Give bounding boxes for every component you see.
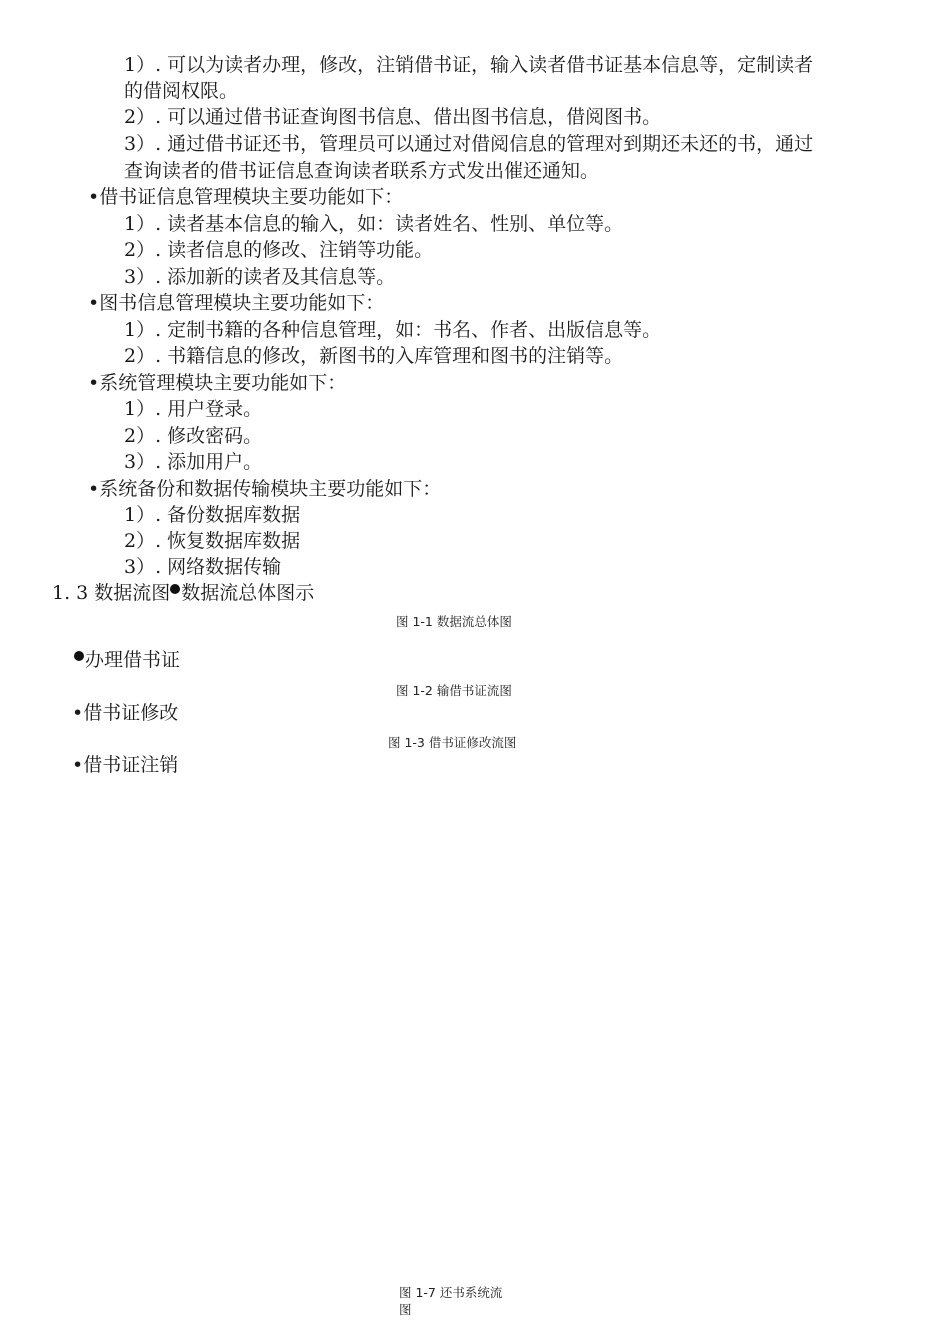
figure-caption: 图 1-1 数据流总体图 — [396, 614, 512, 629]
paragraph-line: 3）. 通过借书证还书，管理员可以通过对借阅信息的管理对到期还未还的书，通过 — [124, 133, 814, 155]
module-heading: •借书证信息管理模块主要功能如下： — [88, 186, 404, 208]
section-subheading: 数据流总体图示 — [181, 582, 315, 604]
bullet-icon — [170, 584, 180, 594]
section-number-title: 1. 3 数据流图 — [52, 582, 171, 604]
subsection-label: 办理借书证 — [85, 649, 181, 671]
module-heading: •图书信息管理模块主要功能如下： — [88, 292, 385, 314]
module-heading: •系统管理模块主要功能如下： — [88, 372, 347, 394]
list-item: 1）. 读者基本信息的输入，如：读者姓名、性别、单位等。 — [124, 213, 624, 235]
list-item: 1）. 定制书籍的各种信息管理，如：书名、作者、出版信息等。 — [124, 319, 662, 341]
figure-caption: 图 1-3 借书证修改流图 — [388, 735, 517, 750]
subsection-heading: •借书证修改 — [72, 702, 179, 724]
list-item: 1）. 用户登录。 — [124, 398, 263, 420]
figure-caption: 图 1-2 输借书证流图 — [396, 683, 512, 698]
paragraph-line: 查询读者的借书证信息查询读者联系方式发出催还通知。 — [124, 160, 600, 182]
section-heading — [52, 580, 314, 606]
bullet-icon — [74, 651, 84, 661]
subsection-heading: •借书证注销 — [72, 754, 179, 776]
subsection-heading — [74, 647, 180, 673]
list-item: 1）. 备份数据库数据 — [124, 504, 301, 526]
list-item: 3）. 网络数据传输 — [124, 556, 282, 578]
list-item: 2）. 书籍信息的修改，新图书的入库管理和图书的注销等。 — [124, 345, 624, 367]
paragraph-line: 2）. 可以通过借书证查询图书信息、借出图书信息，借阅图书。 — [124, 106, 662, 128]
list-item: 2）. 读者信息的修改、注销等功能。 — [124, 239, 434, 261]
list-item: 2）. 恢复数据库数据 — [124, 530, 301, 552]
list-item: 2）. 修改密码。 — [124, 425, 263, 447]
paragraph-line: 的借阅权限。 — [124, 80, 239, 102]
list-item: 3）. 添加新的读者及其信息等。 — [124, 266, 396, 288]
figure-caption: 图 1-7 还书系统流 — [399, 1285, 503, 1300]
module-heading: •系统备份和数据传输模块主要功能如下： — [88, 478, 442, 500]
paragraph-line: 1）. 可以为读者办理，修改，注销借书证，输入读者借书证基本信息等，定制读者 — [124, 54, 814, 76]
figure-caption-continued: 图 — [399, 1302, 412, 1317]
list-item: 3）. 添加用户。 — [124, 451, 263, 473]
